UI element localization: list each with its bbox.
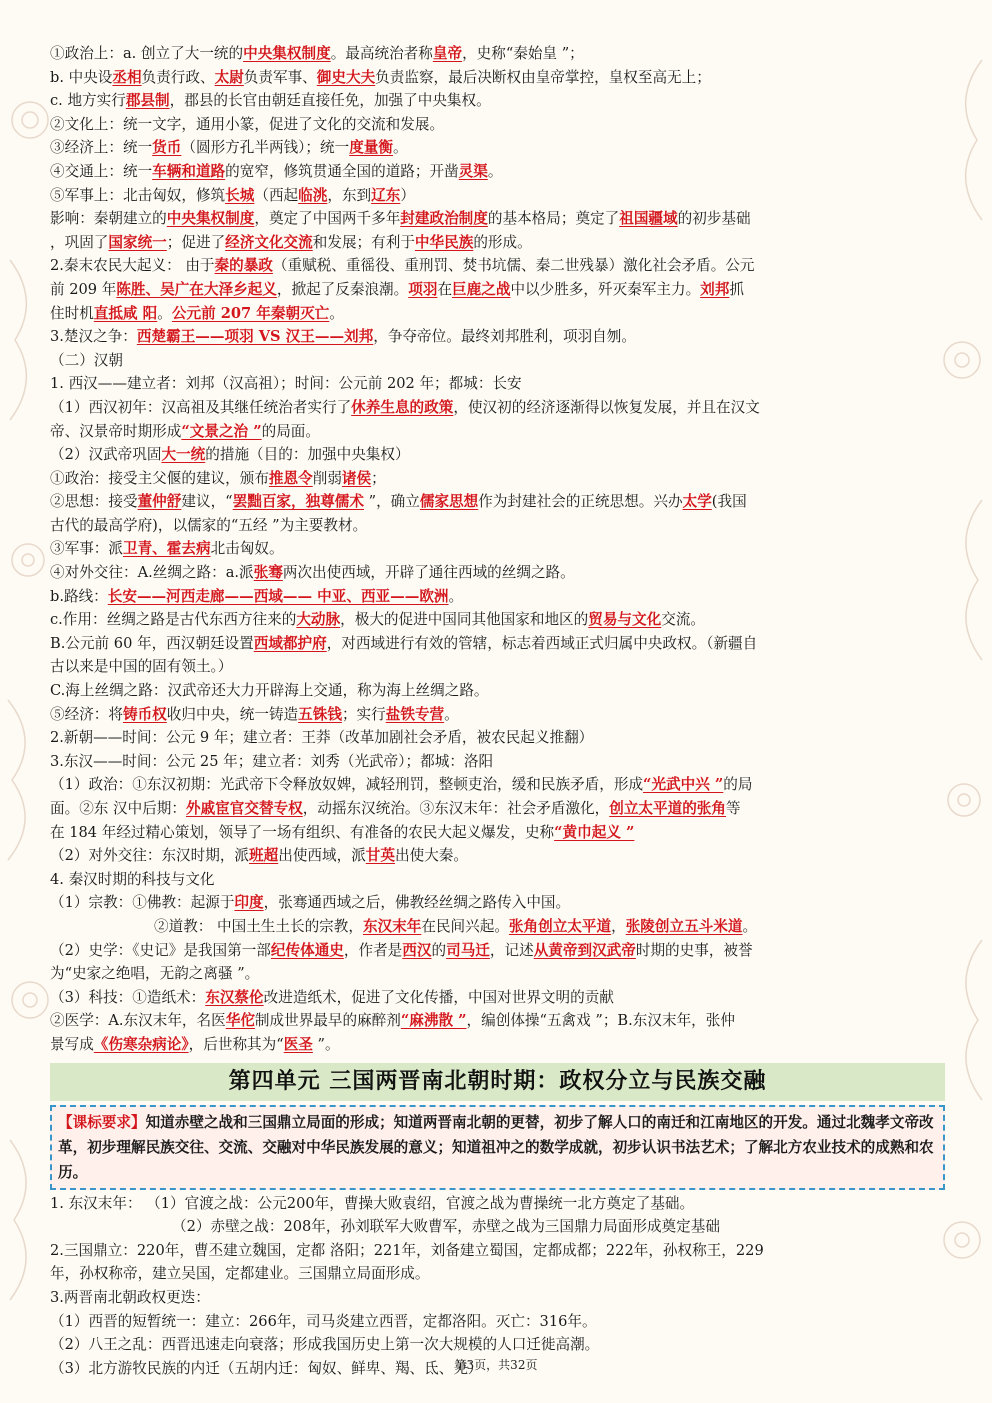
key-term: 司马迁 — [446, 941, 490, 959]
text-segment: 交流。 — [661, 611, 706, 629]
text-line — [50, 679, 945, 703]
text-segment: 负责军事、 — [243, 68, 317, 86]
text-segment: 和发展；有利于 — [312, 233, 415, 251]
text-segment: ，极大的促进中国同其他国家和地区的 — [340, 611, 589, 629]
text-segment: 2.新朝——时间：公元 9 年；建立者：王莽（改革加剧社会矛盾，被农民起义推翻） — [50, 729, 594, 747]
key-term: 中华民族 — [414, 233, 474, 251]
text-line — [50, 113, 945, 137]
text-line — [50, 42, 945, 66]
text-segment: 面。②东 汉中后期： — [50, 800, 186, 817]
key-term: 中央集权制度 — [243, 45, 331, 62]
key-term: 辽东 — [371, 186, 401, 204]
key-term: 中央集权制度 — [166, 210, 255, 228]
text-segment: 的宽窄，修筑贯通全国的道路；开凿 — [225, 162, 459, 180]
text-segment: c. 地方实行 — [50, 92, 126, 110]
text-line — [50, 349, 945, 373]
text-line — [50, 844, 945, 868]
key-term: 度量衡 — [349, 139, 393, 157]
text-line — [50, 184, 945, 208]
text-line: （1）西晋的短暂统一：建立：266年，司马炎建立西晋，定都洛阳。灭亡：316年。 — [50, 1312, 597, 1330]
key-term: 张骞 — [253, 564, 283, 582]
text-segment: ②道教： 中国土生土长的宗教， — [154, 917, 363, 935]
text-segment: ） — [400, 186, 415, 204]
text-segment: 4. 秦汉时期的科技与文化 — [50, 870, 215, 888]
key-term: 公元前 207 年秦朝灭亡 — [171, 304, 330, 322]
text-segment: 等 — [726, 800, 741, 817]
text-segment: 。 — [329, 304, 344, 322]
text-segment: 北击匈奴。 — [210, 540, 284, 558]
text-line — [50, 490, 945, 514]
text-segment: 在 184 年经过精心策划，领导了一场有组织、有准备的农民大起义爆发，史称 — [50, 823, 555, 841]
text-line — [50, 302, 945, 326]
qin-han-section — [50, 42, 945, 1057]
requirement-tag: 【课标要求】 — [58, 1113, 146, 1131]
text-segment: ②文化上：统一文字，通用小篆，促进了文化的交流和发展。 — [50, 115, 445, 133]
text-line — [50, 89, 945, 113]
key-term: 货币 — [152, 139, 182, 157]
key-term: 祖国疆域 — [619, 210, 678, 228]
text-segment: (我国 — [711, 493, 747, 511]
key-term: 甘英 — [365, 847, 395, 865]
text-segment: （2）汉武帝巩固 — [50, 446, 162, 464]
text-line — [50, 420, 945, 444]
text-segment: ，记述 — [489, 941, 534, 959]
key-term: 西楚霸王——项羽 VS 汉王——刘邦 — [136, 328, 374, 346]
text-segment: 的基本格局；奠定了 — [487, 210, 620, 228]
text-line: 2.三国鼎立：220年，曹丕建立魏国，定都 洛阳；221年，刘备建立蜀国，定都成都；222年，孙权称王，229 — [50, 1241, 764, 1259]
key-term: 大一统 — [161, 446, 206, 464]
text-segment: 收归中央，统一铸造 — [166, 705, 299, 723]
key-term: 铸币权 — [122, 705, 167, 723]
key-term: 太尉 — [214, 68, 244, 86]
text-segment: ④对外交往：A.丝绸之路：a.派 — [50, 564, 254, 582]
text-segment: 的初步基础 — [677, 210, 751, 228]
text-segment: 的 — [431, 941, 447, 959]
key-term: 直抵咸 阳 — [93, 304, 158, 322]
text-segment: ，巩固了 — [50, 233, 109, 251]
text-segment: 住时机 — [50, 304, 94, 322]
text-segment: 古以来是中国的固有领土。） — [50, 658, 233, 676]
text-line — [50, 915, 945, 939]
key-term: 经济文化交流 — [225, 233, 313, 251]
text-segment: ，掀起了反秦浪潮。 — [276, 280, 409, 298]
text-segment: 。 — [742, 917, 758, 935]
text-line — [50, 561, 945, 585]
key-term: 印度 — [234, 894, 264, 912]
text-segment: ；实行 — [341, 705, 386, 723]
text-segment: ； — [371, 469, 386, 487]
text-segment: 制成世界最早的麻醉剂 — [254, 1012, 401, 1030]
key-term: 巨鹿之战 — [452, 280, 511, 298]
text-segment: 。 — [444, 705, 459, 723]
key-term: 项羽 — [408, 280, 438, 298]
text-line — [50, 1033, 945, 1057]
text-segment: 。 — [157, 304, 172, 322]
text-segment: ③经济上：统一 — [50, 139, 153, 157]
key-term: “黄巾起义 ” — [554, 823, 635, 841]
text-line — [50, 443, 945, 467]
key-term: 皇帝 — [432, 45, 463, 62]
text-line — [50, 537, 945, 561]
text-segment: c.作用：丝绸之路是古代东西方往来的 — [50, 611, 297, 629]
key-term: 从黄帝到汉武帝 — [533, 941, 636, 959]
key-term: 太学 — [682, 493, 712, 511]
text-segment: （二）汉朝 — [50, 351, 123, 369]
three-kingdoms-section — [50, 1192, 945, 1381]
text-segment: 2.秦末农民大起义： 由于 — [50, 257, 215, 275]
text-line — [50, 160, 945, 184]
key-term: 推恩令 — [268, 469, 313, 487]
key-term: 五铢钱 — [298, 705, 342, 723]
text-segment: 的局面。 — [261, 422, 320, 440]
key-term: 儒家思想 — [419, 493, 479, 511]
key-term: 大动脉 — [296, 611, 341, 629]
requirement-text: 知道赤壁之战和三国鼎立局面的形成；知道两晋南北朝的更替，初步了解人口的南迁和江南地区的开发。通过北魏孝文帝改革，初步理解民族交往、交流、交融对中华民族发展的意义；知道祖冲之的数学成就，初步认识书法艺术；了解北方农业技术的成熟和农历。 — [58, 1113, 934, 1181]
key-term: 国家统一 — [108, 233, 167, 251]
text-segment: 古代的最高学府)，以儒家的“五经 ”为主要教材。 — [50, 516, 368, 534]
key-term: 班超 — [249, 847, 279, 865]
unit-title: 第四单元 三国两晋南北朝时期：政权分立与民族交融 — [50, 1063, 945, 1101]
text-segment: 两次出使西域，开辟了通往西域的丝绸之路。 — [282, 564, 575, 582]
key-term: 卫青、霍去病 — [122, 540, 211, 558]
text-segment: ， — [611, 917, 626, 935]
key-term: 秦的暴政 — [214, 257, 273, 275]
text-line — [50, 467, 945, 491]
text-segment: ，动摇东汉统治。③东汉末年：社会矛盾激化， — [302, 800, 610, 817]
text-line — [50, 207, 945, 231]
text-line: 1. 东汉末年： （1）官渡之战：公元200年，曹操大败袁绍，官渡之战为曹操统一北方奠定了基础。 — [50, 1194, 695, 1212]
key-term: 丞相 — [112, 68, 142, 86]
text-segment: 时期的史事，被誉 — [635, 941, 753, 959]
text-segment: ④交通上：统一 — [50, 162, 153, 180]
text-segment: （3）科技：①造纸术： — [50, 988, 206, 1006]
text-segment: 削弱 — [312, 469, 342, 487]
text-line — [50, 726, 945, 750]
text-segment: 中以少胜多，歼灭秦军主力。 — [510, 280, 701, 298]
key-term: 医圣 — [283, 1035, 313, 1053]
text-segment: 作为封建社会的正统思想。兴办 — [478, 493, 683, 511]
text-segment: ②医学：A.东汉末年，名医 — [50, 1012, 226, 1030]
curriculum-requirement-box — [50, 1105, 945, 1190]
text-segment: 在 — [437, 280, 453, 298]
text-segment: 抓 — [729, 280, 744, 298]
text-line — [50, 632, 945, 656]
text-segment: ①政治：接受主父偃的建议，颁布 — [50, 469, 269, 487]
text-segment: ，使汉初的经济逐渐得以恢复发展，并且在汉文 — [453, 398, 760, 416]
text-segment: ②思想：接受 — [50, 493, 138, 511]
key-term: 张陵创立五斗米道 — [625, 917, 743, 935]
text-segment: 的局 — [723, 776, 753, 794]
text-segment: 的措施（目的：加强中央集权） — [205, 446, 410, 464]
text-line — [50, 608, 945, 632]
text-segment: 负责监察，最后决断权由皇帝掌控，皇权至高无上； — [375, 68, 711, 86]
text-segment: （重赋税、重徭役、重刑罚、焚书坑儒、秦二世残暴）激化社会矛盾。公元 — [272, 257, 755, 275]
text-segment: ，编创体操“五禽戏 ”；B.东汉末年，张仲 — [466, 1012, 735, 1030]
text-segment: 景写成 — [50, 1035, 94, 1053]
text-segment: ⑤经济：将 — [50, 705, 123, 723]
text-segment: 为“史家之绝唱，无韵之离骚 ”。 — [50, 965, 260, 983]
key-term: 外戚宦官交替专权 — [185, 800, 303, 817]
key-term: 罢黜百家，独尊儒术 — [232, 493, 364, 511]
key-term: 贸易与文化 — [588, 611, 662, 629]
text-line — [50, 821, 945, 845]
text-segment: b.路线： — [50, 587, 108, 605]
text-line: （2）八王之乱：西晋迅速走向衰落；形成我国历史上第一次大规模的人口迁徙高潮。 — [50, 1336, 600, 1354]
text-segment: ，争夺帝位。最终刘邦胜利，项羽自刎。 — [373, 328, 636, 346]
key-term: 长城 — [225, 186, 255, 204]
key-term: 东汉末年 — [362, 917, 422, 935]
text-segment: 1. 西汉——建立者：刘邦（汉高祖）；时间：公元前 202 年；都城：长安 — [50, 375, 522, 393]
text-segment: ；促进了 — [166, 233, 226, 251]
key-term: 盐铁专营 — [385, 705, 445, 723]
text-segment: 负责行政、 — [141, 68, 215, 86]
text-line — [50, 66, 945, 90]
key-term: 临洮 — [298, 186, 328, 204]
text-segment: 。 — [393, 139, 408, 157]
text-segment: ，东到 — [327, 186, 372, 204]
key-term: 创立太平道的张角 — [609, 800, 726, 817]
text-segment: ，对西域进行有效的管辖，标志着西域正式归属中央政权。（新疆自 — [326, 634, 758, 652]
key-term: 华佗 — [225, 1012, 255, 1030]
text-segment: ，郡县的长官由朝廷直接任免，加强了中央集权。 — [169, 92, 491, 110]
key-term: 封建政治制度 — [400, 210, 488, 228]
text-line — [50, 868, 945, 892]
text-line — [50, 231, 945, 255]
text-segment: 前 209 年 — [50, 280, 117, 298]
text-line — [50, 325, 945, 349]
key-term: 西汉 — [402, 941, 432, 959]
key-term: 张角创立太平道 — [508, 917, 612, 935]
text-segment: ，奠定了中国两千多年 — [254, 210, 401, 228]
text-segment: 建议，“ — [181, 493, 233, 511]
text-line — [50, 396, 945, 420]
key-term: 灵渠 — [458, 162, 488, 180]
text-segment: b. 中央设 — [50, 68, 113, 86]
text-line: （3）北方游牧民族的内迁（五胡内迁：匈奴、鲜卑、羯、氐、羌） — [50, 1359, 483, 1377]
text-segment: 。最高统治者称 — [330, 45, 433, 62]
text-segment: 。 — [487, 162, 503, 180]
key-term: “光武中兴 ” — [643, 776, 724, 794]
text-segment: （2）史学：《史记》是我国第一部 — [50, 941, 271, 959]
text-segment: （2）对外交往：东汉时期，派 — [50, 847, 250, 865]
key-term: “麻沸散 ” — [400, 1012, 467, 1030]
text-segment: 3.东汉——时间：公元 25 年；建立者：刘秀（光武帝）；都城：洛阳 — [50, 752, 494, 770]
text-segment: ，作者是 — [343, 941, 403, 959]
text-line — [50, 797, 945, 821]
text-line — [50, 986, 945, 1010]
text-line: （2）赤壁之战：208年，孙刘联军大败曹军，赤壁之战为三国鼎力局面形成奠定基础 — [172, 1218, 720, 1236]
text-segment: 影响：秦朝建立的 — [50, 210, 167, 228]
text-line — [50, 655, 945, 679]
key-term: 刘邦 — [700, 280, 730, 298]
text-line — [50, 278, 945, 302]
text-segment: ，史称“秦始皇 ”； — [462, 45, 584, 62]
key-term: 车辆和道路 — [152, 162, 226, 180]
key-term: 陈胜、吴广在大泽乡起义 — [116, 280, 277, 298]
text-segment: ”，确立 — [363, 493, 420, 511]
key-term: 休养生息的政策 — [351, 398, 454, 416]
text-line — [50, 585, 945, 609]
text-line — [50, 750, 945, 774]
text-line — [50, 136, 945, 160]
text-segment: 帝、汉景帝时期形成 — [50, 422, 182, 440]
key-term: 东汉蔡伦 — [205, 988, 264, 1006]
text-line — [50, 891, 945, 915]
text-line: 3.两晋南北朝政权更迭： — [50, 1288, 210, 1306]
text-segment: 的形成。 — [473, 233, 532, 251]
text-line — [50, 514, 945, 538]
text-segment: ，后世称其为“ — [188, 1035, 284, 1053]
text-segment: 出使大秦。 — [395, 847, 468, 865]
key-term: 御史大夫 — [316, 68, 376, 86]
page-footer: 第3页，共32页 — [454, 1358, 538, 1372]
text-segment: ③军事：派 — [50, 540, 123, 558]
key-term: 长安——河西走廊——西域—— 中亚、西亚——欧洲 — [107, 587, 449, 605]
text-segment: C.海上丝绸之路：汉武帝还大力开辟海上交通，称为海上丝绸之路。 — [50, 682, 489, 700]
key-term: 西域都护府 — [253, 634, 327, 652]
text-line — [50, 372, 945, 396]
text-line — [50, 962, 945, 986]
text-segment: 3.楚汉之争： — [50, 328, 137, 346]
text-segment: 在民间兴起。 — [421, 917, 509, 935]
key-term: 纪传体通史 — [270, 941, 344, 959]
text-segment: （1）政治：①东汉初期：光武帝下令释放奴婢，减轻刑罚，整顿吏治，缓和民族矛盾，形成 — [50, 776, 644, 794]
key-term: “文景之治 ” — [181, 422, 262, 440]
text-segment: ”。 — [312, 1035, 340, 1053]
text-segment: （圆形方孔半两钱）；统一 — [181, 139, 350, 157]
text-segment: ⑤军事上：北击匈奴，修筑 — [50, 186, 226, 204]
key-term: 《伤寒杂病论》 — [93, 1035, 189, 1053]
text-line — [50, 254, 945, 278]
key-term: 诸侯 — [341, 469, 372, 487]
text-line — [50, 703, 945, 727]
key-term: 董仲舒 — [137, 493, 182, 511]
text-segment: B.公元前 60 年，西汉朝廷设置 — [50, 634, 254, 652]
text-line — [50, 773, 945, 797]
text-line — [50, 939, 945, 963]
text-line — [50, 1009, 945, 1033]
text-segment: 出使西域，派 — [278, 847, 366, 865]
text-segment: （西起 — [254, 186, 299, 204]
text-segment: （1）西汉初年：汉高祖及其继任统治者实行了 — [50, 398, 352, 416]
text-segment: 改进造纸术，促进了文化传播，中国对世界文明的贡献 — [263, 988, 614, 1006]
text-segment: 。 — [448, 587, 464, 605]
key-term: 郡县制 — [125, 92, 170, 110]
page-content — [50, 42, 945, 1380]
text-segment: （1）宗教：①佛教：起源于 — [50, 894, 235, 912]
text-segment: ，张骞通西域之后，佛教经丝绸之路传入中国。 — [263, 894, 571, 912]
text-line: 年，孙权称帝，建立吴国，定都建业。三国鼎立局面形成。 — [50, 1265, 430, 1283]
text-segment: ①政治上：a. 创立了大一统的 — [50, 45, 244, 62]
